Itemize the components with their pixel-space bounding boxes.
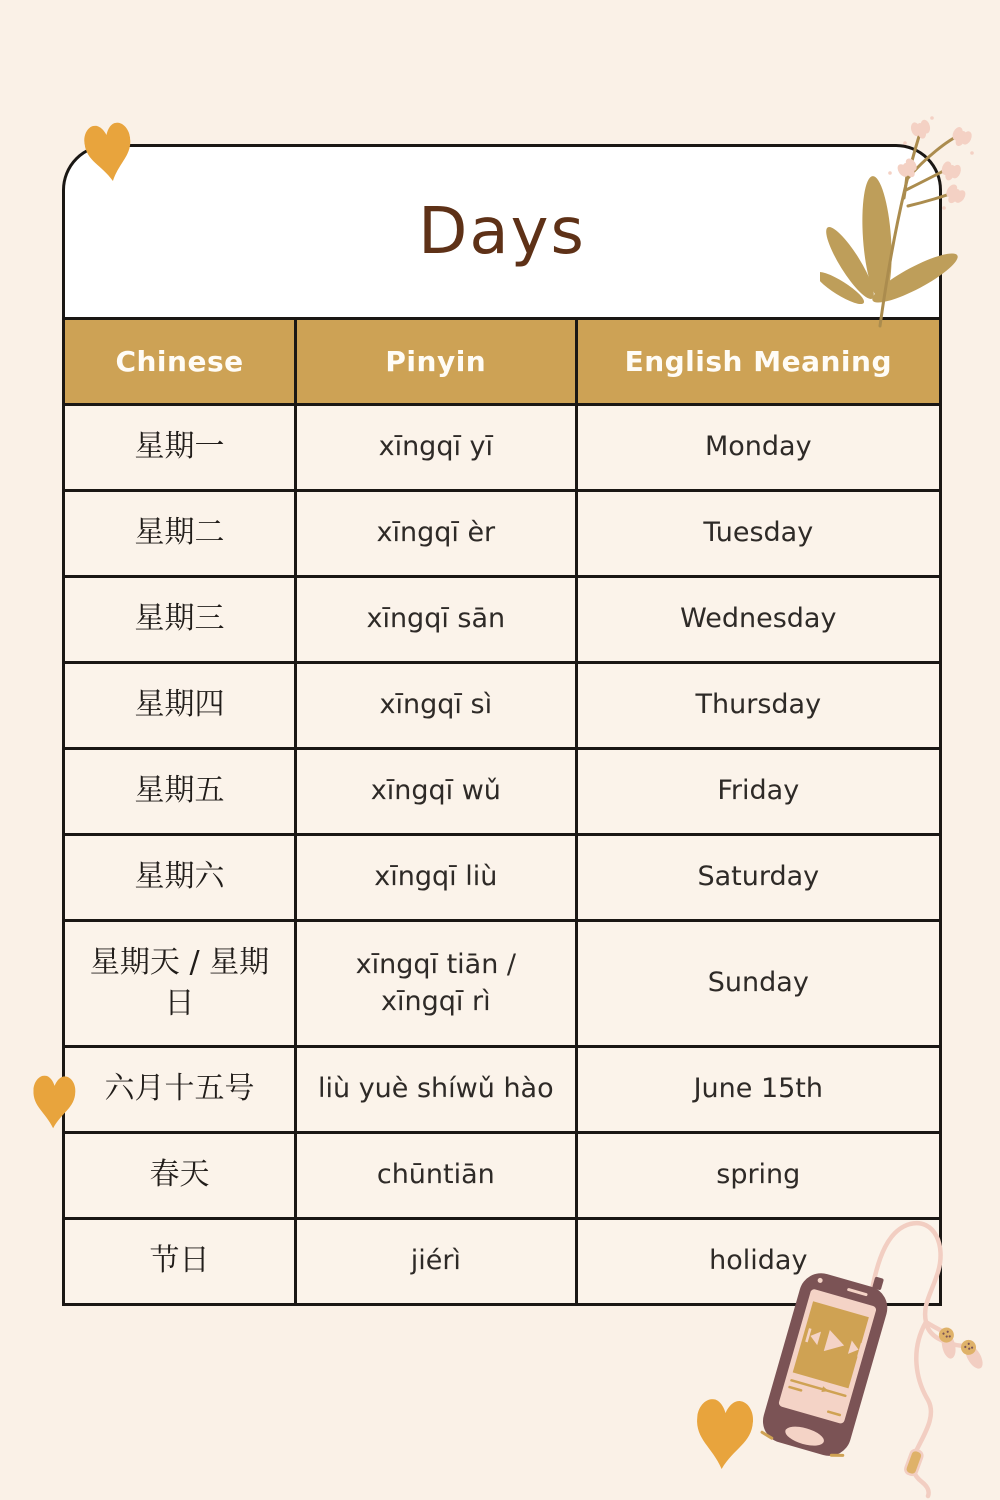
- cell-chinese: 星期五: [65, 750, 297, 833]
- table-row: [65, 578, 939, 664]
- heart-icon: [32, 1075, 76, 1129]
- cord-remote: [904, 1449, 924, 1477]
- cell-english: Thursday: [695, 689, 822, 721]
- cell-pinyin: chūntiān: [297, 1134, 578, 1217]
- column-header-chinese: Chinese: [65, 320, 297, 403]
- table-row: [65, 1048, 939, 1134]
- cell-chinese: 六月十五号: [65, 1048, 297, 1131]
- cell-chinese: 星期天 / 星期日: [65, 922, 297, 1045]
- cell-english: June 15th: [693, 1073, 823, 1105]
- cell-pinyin: jiérì: [297, 1220, 578, 1303]
- cell-english: Wednesday: [680, 603, 837, 635]
- cell-english: Saturday: [697, 861, 820, 893]
- table-row: [65, 1134, 939, 1220]
- cell-english: Sunday: [707, 967, 809, 999]
- flower-blossoms: [888, 116, 974, 210]
- cell-chinese: 春天: [65, 1134, 297, 1217]
- cell-chinese: 星期二: [65, 492, 297, 575]
- cell-chinese: 星期四: [65, 664, 297, 747]
- cell-pinyin: xīngqī sì: [297, 664, 578, 747]
- cell-pinyin: xīngqī liù: [297, 836, 578, 919]
- heart-icon: [82, 121, 136, 185]
- cell-pinyin: liù yuè shíwǔ hào: [297, 1048, 578, 1131]
- table-row: [65, 836, 939, 922]
- cell-chinese: 节日: [65, 1220, 297, 1303]
- cell-pinyin: xīngqī wǔ: [297, 750, 578, 833]
- cell-pinyin: xīngqī tiān / xīngqī rì: [297, 922, 578, 1045]
- cell-english: Tuesday: [703, 517, 814, 549]
- table-row: [65, 406, 939, 492]
- heart-icon: [694, 1398, 755, 1472]
- music-player-icon: [730, 1210, 1000, 1500]
- table-row: [65, 750, 939, 836]
- vocab-card: [62, 144, 942, 1306]
- cell-pinyin: xīngqī yī: [297, 406, 578, 489]
- column-header-english: English Meaning: [624, 344, 892, 378]
- table-row: [65, 922, 939, 1048]
- cell-english: holiday: [709, 1245, 808, 1277]
- table-header-row: [65, 320, 939, 406]
- cell-pinyin: xīngqī sān: [297, 578, 578, 661]
- vocab-table: [65, 320, 939, 1303]
- title-area: [65, 147, 939, 320]
- column-header-pinyin: Pinyin: [297, 320, 578, 403]
- cell-chinese: 星期一: [65, 406, 297, 489]
- flower-icon: [820, 78, 1000, 328]
- cell-chinese: 星期六: [65, 836, 297, 919]
- table-row: [65, 664, 939, 750]
- cell-chinese: 星期三: [65, 578, 297, 661]
- table-row: [65, 492, 939, 578]
- cell-english: Monday: [704, 431, 812, 463]
- cell-pinyin: xīngqī èr: [297, 492, 578, 575]
- cell-english: spring: [716, 1159, 801, 1191]
- page-title: Days: [418, 195, 586, 269]
- cell-english: Friday: [717, 775, 800, 807]
- player-body: [758, 1257, 896, 1461]
